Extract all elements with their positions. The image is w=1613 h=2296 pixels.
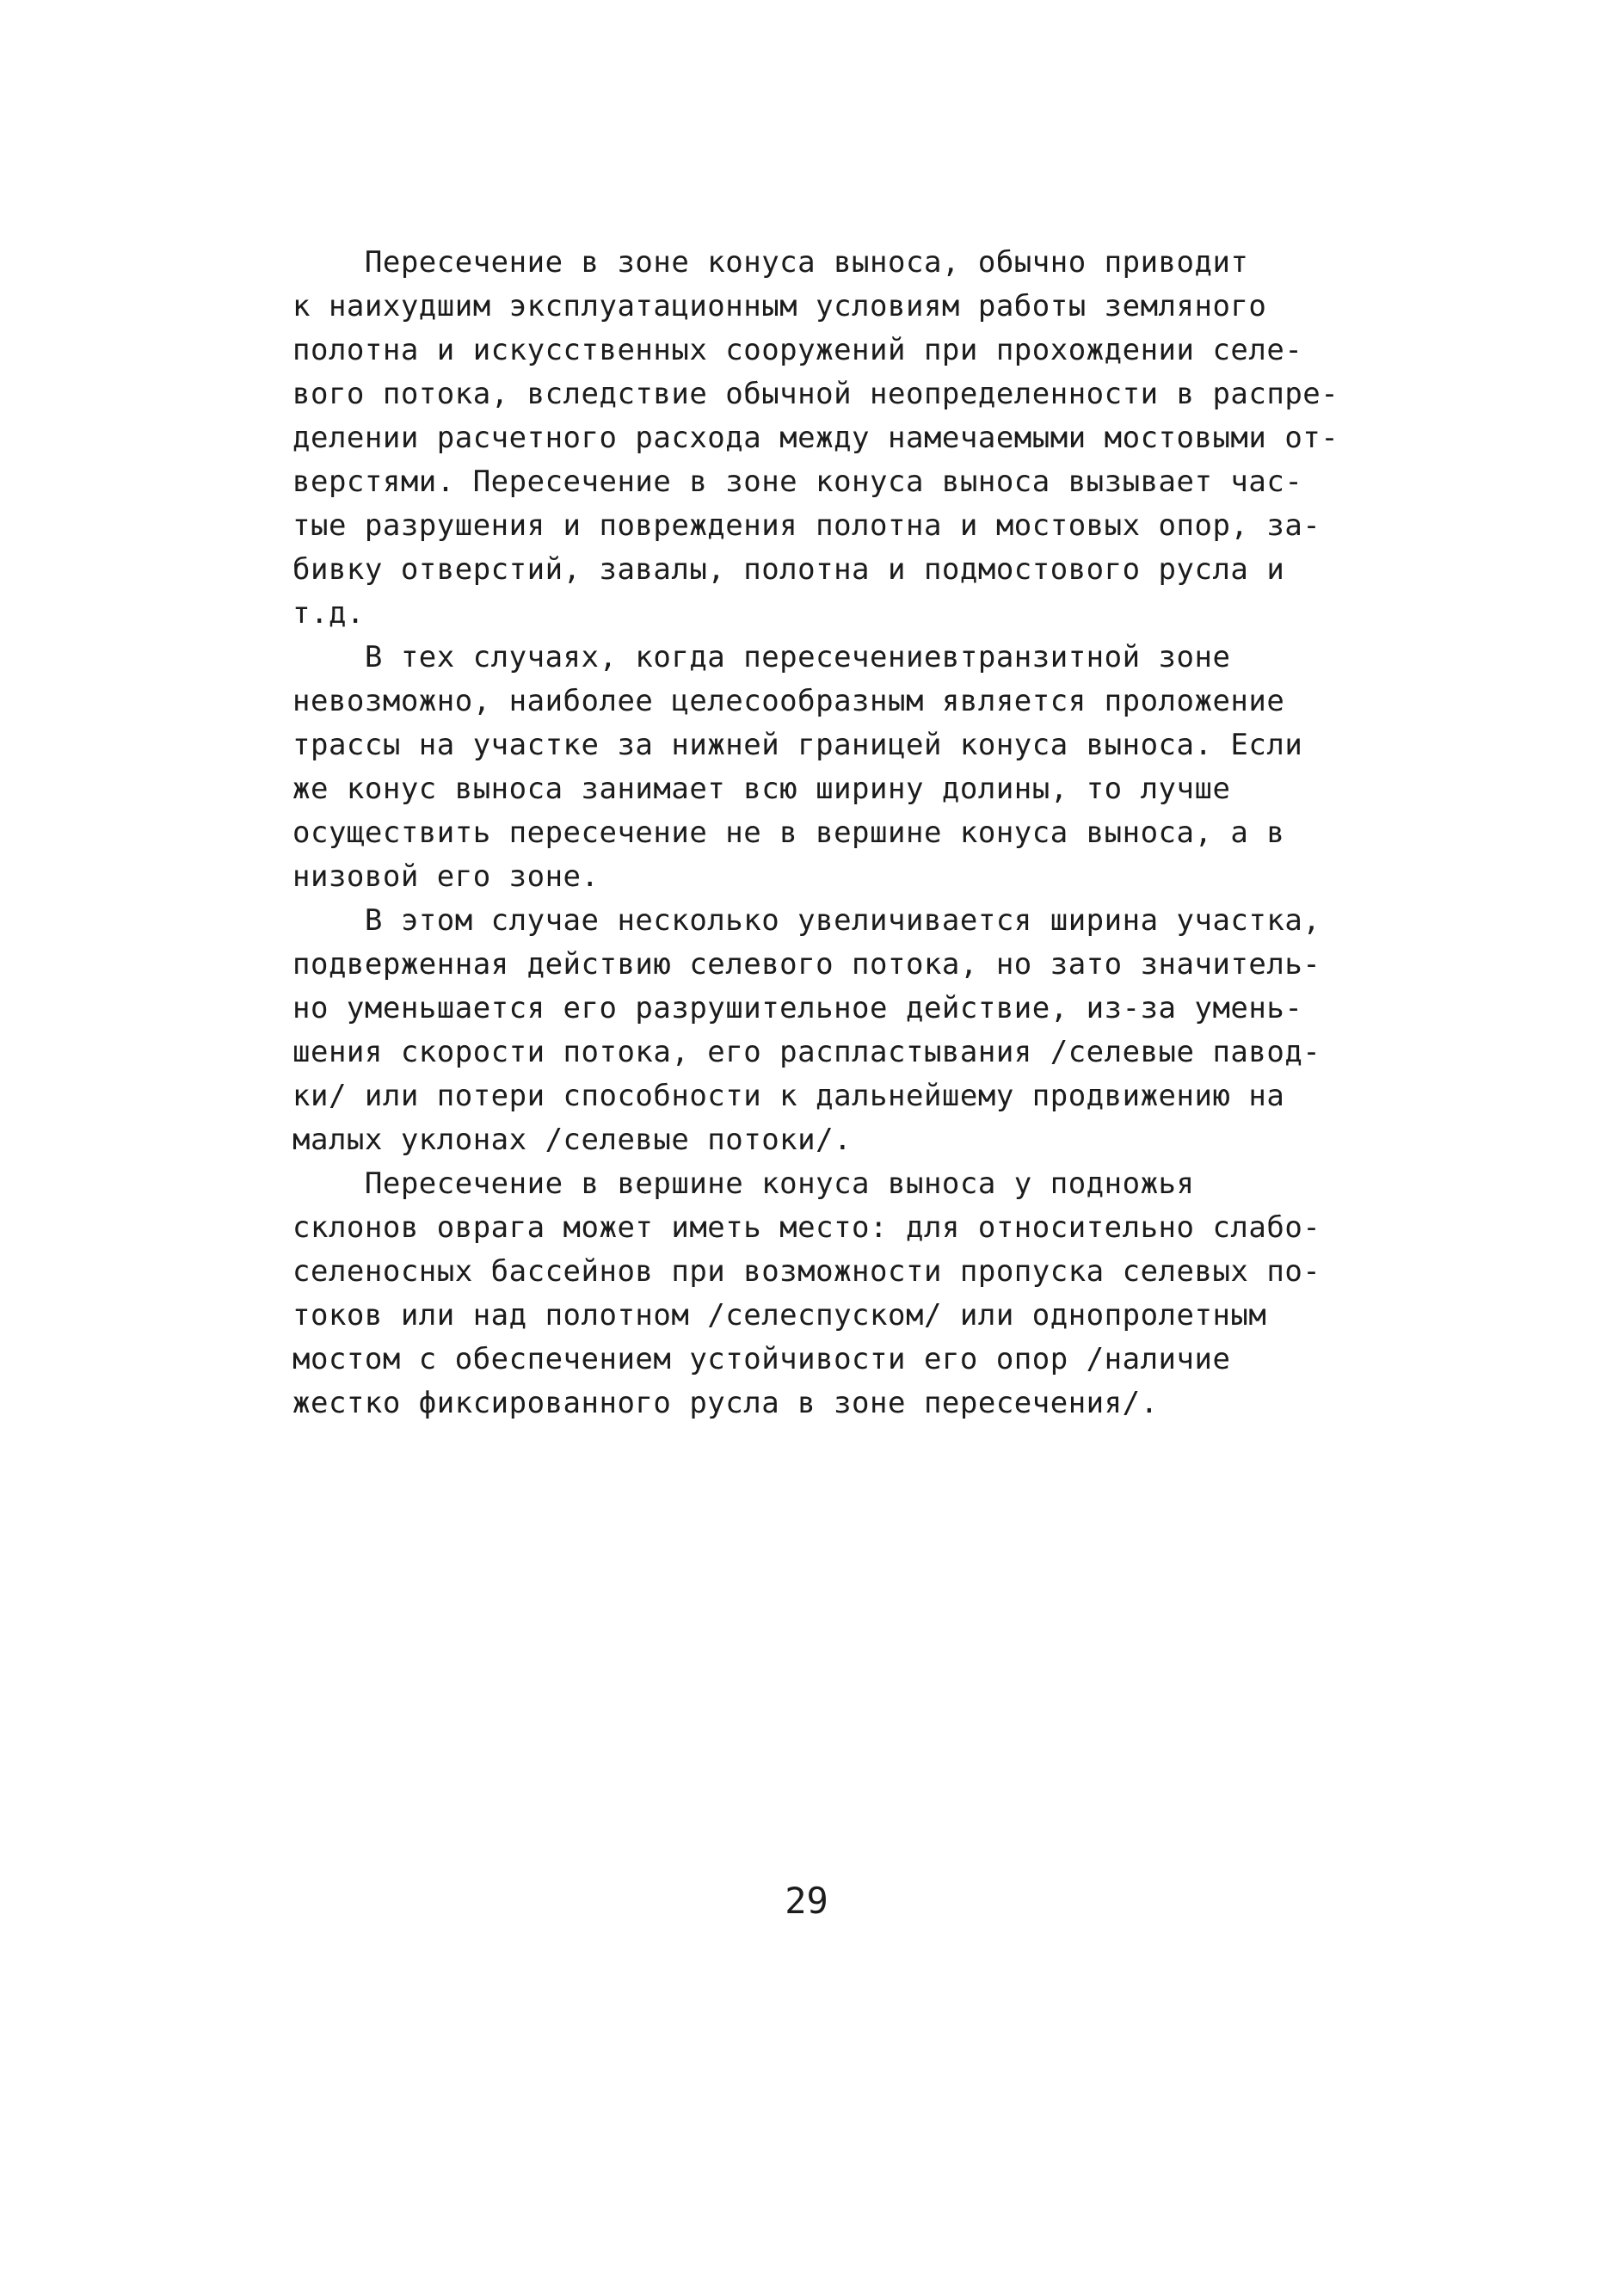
paragraph-3 [292, 899, 1325, 1162]
text-line: мостом с обеспечением устойчивости его опор /наличие [292, 1342, 1231, 1376]
paragraph-2 [292, 636, 1325, 899]
text-line: осуществить пересечение не в вершине конуса выноса, а в [292, 816, 1285, 850]
text-line: низовой его зоне. [292, 859, 600, 894]
text-line: вого потока, вследствие обычной неопределенности в распре- [292, 377, 1339, 411]
text-line: трассы на участке за нижней границей конуса выноса. Если [292, 728, 1303, 762]
page-number: 29 [785, 1880, 828, 1922]
text-line: токов или над полотном /селеспуском/ или однопролетным [292, 1298, 1267, 1333]
text-line: склонов оврага может иметь место: для относительно слабо- [292, 1210, 1321, 1245]
text-line: полотна и искусственных сооружений при прохождении селе- [292, 333, 1303, 367]
paragraph-4 [292, 1162, 1325, 1425]
text-line: Пересечение в вершине конуса выноса у подножья [292, 1166, 1195, 1201]
text-line: делении расчетного расхода между намечаемыми мостовыми от- [292, 421, 1339, 455]
text-line: жестко фиксированного русла в зоне пересечения/. [292, 1386, 1159, 1420]
text-line: невозможно, наиболее целесообразным является проложение [292, 684, 1285, 718]
text-line: т.д. [292, 596, 365, 631]
text-line: но уменьшается его разрушительное действие, из-за умень- [292, 991, 1303, 1025]
text-line: ки/ или потери способности к дальнейшему продвижению на [292, 1079, 1285, 1113]
text-line: Пересечение в зоне конуса выноса, обычно приводит [292, 245, 1249, 280]
text-line: же конус выноса занимает всю ширину долины, то лучше [292, 772, 1231, 806]
body-text [292, 241, 1339, 1425]
text-line: верстями. Пересечение в зоне конуса выноса вызывает час- [292, 465, 1303, 499]
text-line: шения скорости потока, его распластывания /селевые павод- [292, 1035, 1321, 1069]
text-line: В тех случаях, когда пересечениевтранзитной зоне [292, 640, 1231, 674]
text-line: малых уклонах /селевые потоки/. [292, 1123, 853, 1157]
text-line: подверженная действию селевого потока, но зато значитель- [292, 947, 1321, 982]
text-line: бивку отверстий, завалы, полотна и подмостового русла и [292, 552, 1285, 587]
text-line: селеносных бассейнов при возможности пропуска селевых по- [292, 1254, 1321, 1289]
paragraph-1 [292, 241, 1339, 636]
text-line: В этом случае несколько увеличивается ширина участка, [292, 903, 1321, 938]
text-line: к наихудшим эксплуатационным условиям работы земляного [292, 289, 1267, 323]
text-line: тые разрушения и повреждения полотна и мостовых опор, за- [292, 508, 1321, 543]
